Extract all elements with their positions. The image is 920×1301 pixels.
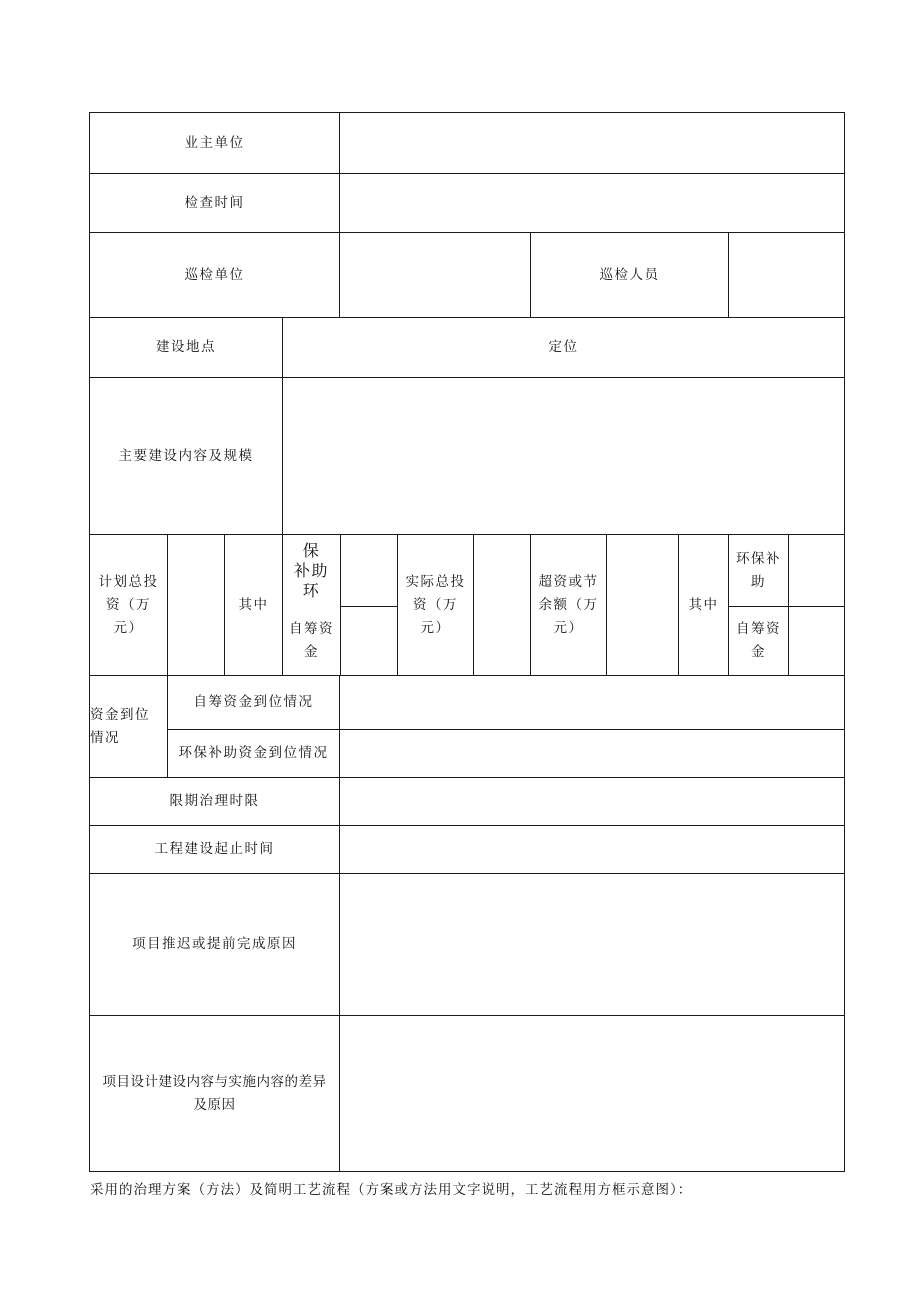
- owner-unit-field[interactable]: [340, 113, 844, 173]
- self-funds-field-2[interactable]: [789, 607, 844, 675]
- self-funds-arrival-field[interactable]: [340, 676, 844, 729]
- delay-reason-field[interactable]: [340, 874, 844, 1015]
- planned-investment-label: 计划总投 资（万 元）: [98, 573, 159, 636]
- self-funds-field[interactable]: [341, 607, 397, 675]
- self-funds-label: 自筹资 金: [289, 621, 334, 660]
- funds-arrival-label: 资金到位 情况: [90, 706, 150, 746]
- actual-investment-field[interactable]: [474, 535, 530, 675]
- overrun-field[interactable]: [607, 535, 678, 675]
- main-content-label: 主要建设内容及规模: [118, 447, 254, 464]
- of-which-label-2: 其中: [688, 596, 719, 613]
- subsidy-arrival-label: 环保补助资金到位情况: [178, 745, 329, 761]
- difference-reason-field[interactable]: [340, 1016, 844, 1171]
- subsidy-arrival-field[interactable]: [340, 730, 844, 777]
- deadline-label: 限期治理时限: [169, 793, 260, 809]
- construction-period-field[interactable]: [340, 826, 844, 873]
- self-funds-label-2: 自筹资 金: [736, 621, 781, 660]
- env-subsidy-field[interactable]: [341, 535, 397, 606]
- deadline-field[interactable]: [340, 778, 844, 825]
- construction-period-label: 工程建设起止时间: [154, 841, 275, 857]
- site-label: 建设地点: [156, 339, 216, 355]
- self-funds-arrival-label: 自筹资金到位情况: [193, 694, 314, 710]
- env-subsidy-field-2[interactable]: [789, 535, 844, 606]
- delay-reason-label: 项目推迟或提前完成原因: [132, 936, 297, 952]
- patrol-unit-field[interactable]: [340, 233, 530, 317]
- env-subsidy-label-2: 环保补 助: [736, 550, 781, 590]
- difference-reason-label: 项目设计建设内容与实施内容的差异 及原因: [102, 1073, 327, 1113]
- actual-investment-label: 实际总投 资（万 元）: [405, 573, 466, 636]
- footer-note: 采用的治理方案（方法）及简明工艺流程（方案或方法用文字说明，工艺流程用方框示意图）：: [90, 1182, 693, 1198]
- owner-unit-label: 业主单位: [184, 134, 245, 151]
- patrol-staff-label: 巡检人员: [599, 266, 660, 283]
- patrol-unit-label: 巡检单位: [184, 266, 245, 283]
- patrol-staff-field[interactable]: [729, 233, 844, 317]
- planned-investment-field[interactable]: [168, 535, 224, 675]
- inspection-time-field[interactable]: [340, 174, 844, 232]
- overrun-label: 超资或节 余额（万 元）: [538, 573, 599, 636]
- env-subsidy-label: 保 补助 环: [293, 540, 329, 600]
- positioning-label: 定位: [548, 339, 579, 355]
- of-which-label: 其中: [238, 596, 269, 613]
- inspection-time-label: 检查时间: [184, 194, 245, 211]
- main-content-field[interactable]: [283, 378, 844, 534]
